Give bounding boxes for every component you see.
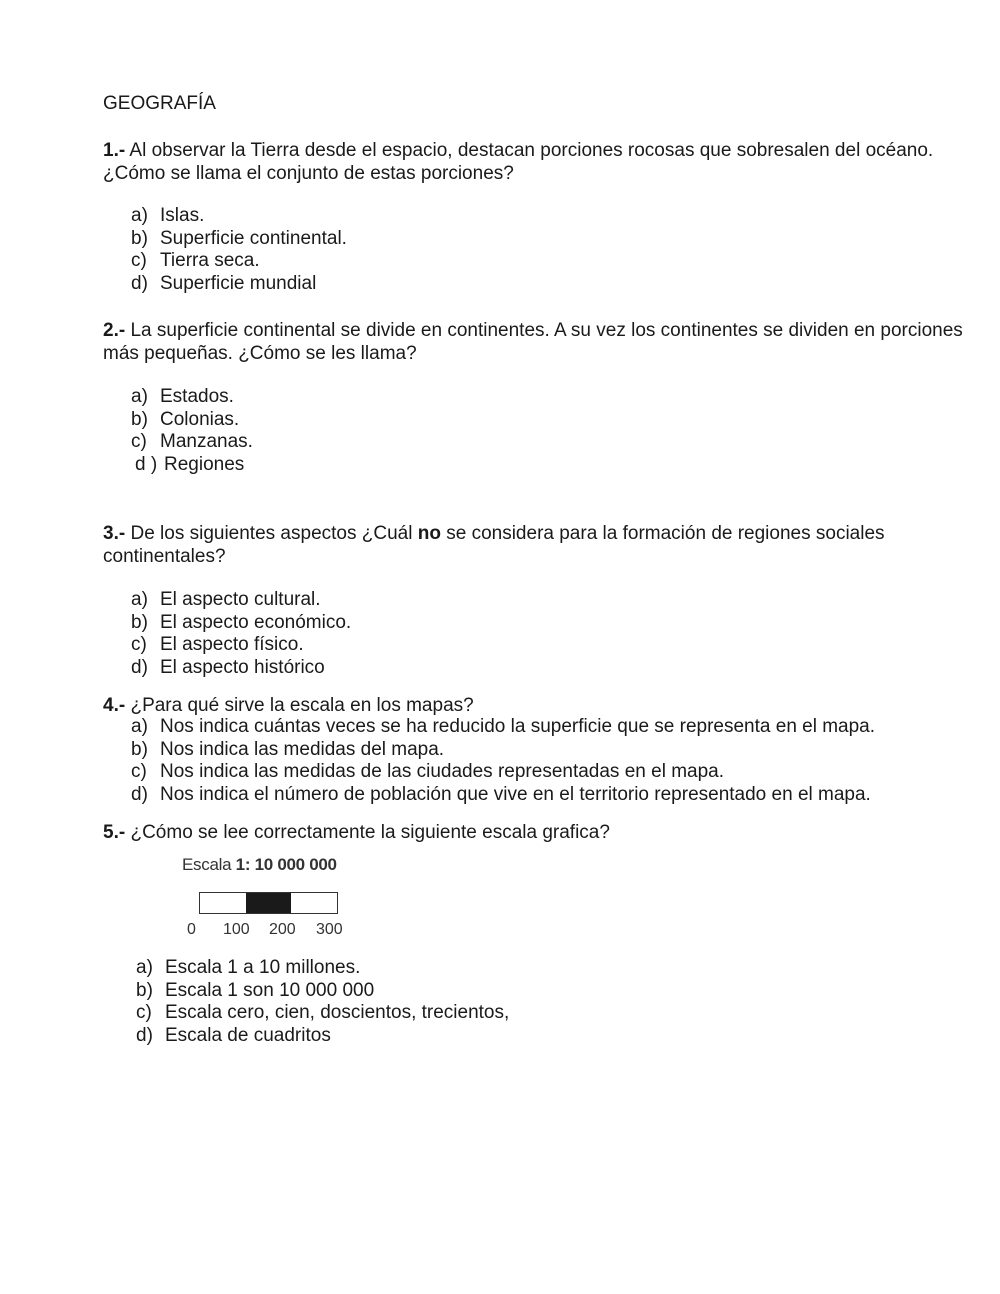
option-letter: b) — [131, 611, 148, 633]
scale-tick-200: 200 — [269, 921, 296, 938]
question-emphasis: no — [417, 523, 441, 544]
question-5 — [103, 821, 610, 844]
option-d[interactable] — [131, 273, 347, 296]
question-number: 4.- — [103, 695, 126, 716]
option-text: El aspecto económico. — [160, 611, 352, 633]
scale-bar — [199, 892, 338, 914]
option-letter: c) — [131, 431, 147, 453]
scale-label: Escala — [182, 855, 232, 874]
option-c[interactable] — [131, 431, 253, 454]
question-1 — [103, 139, 983, 185]
option-letter: c) — [131, 761, 147, 783]
option-b[interactable] — [131, 739, 875, 762]
option-b[interactable] — [131, 612, 351, 635]
option-d[interactable] — [136, 1025, 509, 1048]
question-number: 5.- — [103, 822, 126, 843]
question-text: ¿Cómo se lee correctamente la siguiente escala grafica? — [125, 822, 610, 843]
option-a[interactable] — [131, 205, 347, 228]
option-text: Estados. — [160, 386, 234, 407]
option-letter: b) — [131, 738, 148, 760]
option-letter: a) — [131, 205, 148, 226]
option-a[interactable] — [131, 589, 351, 612]
option-text: Escala 1 son 10 000 000 — [165, 979, 375, 1001]
question-text: Al observar la Tierra desde el espacio, destacan porciones rocosas que sobresalen del océano. ¿Cómo se llama el conjunto de estas porciones? — [103, 140, 934, 184]
option-text: Superficie mundial — [160, 273, 317, 295]
option-text: Tierra seca. — [160, 250, 260, 272]
question-number: 1.- — [103, 140, 126, 161]
option-text: El aspecto histórico — [160, 657, 325, 679]
option-letter: d ) — [135, 454, 158, 476]
options-question-3 — [131, 589, 351, 680]
option-text: Nos indica las medidas de las ciudades representadas en el mapa. — [160, 761, 724, 783]
option-letter: a) — [131, 716, 148, 737]
page-title: GEOGRAFÍA — [103, 93, 216, 114]
option-c[interactable] — [136, 1002, 509, 1025]
option-letter: c) — [131, 634, 147, 656]
question-2 — [103, 319, 998, 365]
option-a[interactable] — [136, 957, 509, 980]
question-number: 3.- — [103, 523, 126, 544]
option-letter: d) — [136, 1025, 153, 1047]
option-letter: d) — [131, 657, 148, 679]
scale-segment-1 — [200, 893, 246, 913]
option-c[interactable] — [131, 634, 351, 657]
option-text: Escala de cuadritos — [165, 1025, 331, 1047]
options-question-4 — [131, 716, 875, 807]
options-question-1 — [131, 205, 347, 296]
option-text: Superficie continental. — [160, 227, 347, 249]
question-text: ¿Para qué sirve la escala en los mapas? — [125, 695, 474, 716]
option-letter: b) — [136, 979, 153, 1001]
option-letter: c) — [136, 1002, 152, 1024]
option-text: Escala cero, cien, doscientos, trecientos, — [165, 1002, 510, 1024]
option-c[interactable] — [131, 250, 347, 273]
option-letter: b) — [131, 408, 148, 430]
scale-tick-100: 100 — [223, 921, 250, 938]
option-letter: c) — [131, 250, 147, 272]
option-c[interactable] — [131, 761, 875, 784]
option-text: Nos indica el número de población que vive en el territorio representado en el mapa. — [160, 784, 871, 806]
option-letter: d) — [131, 784, 148, 806]
option-letter: a) — [136, 957, 153, 978]
question-3 — [103, 522, 983, 568]
option-b[interactable] — [136, 980, 509, 1003]
option-text: Escala 1 a 10 millones. — [165, 957, 361, 978]
question-4 — [103, 694, 474, 717]
scale-title — [182, 855, 337, 875]
option-text: Manzanas. — [160, 431, 253, 453]
options-question-5 — [136, 957, 509, 1048]
scale-tick-0: 0 — [187, 921, 196, 938]
option-text: Nos indica las medidas del mapa. — [160, 738, 445, 760]
options-question-2 — [131, 386, 253, 477]
option-text: El aspecto cultural. — [160, 589, 321, 610]
question-text: La superficie continental se divide en continentes. A su vez los continentes se dividen en porciones más pequeñas. ¿Cómo se les llama? — [103, 320, 963, 364]
scale-segment-3 — [291, 893, 337, 913]
option-b[interactable] — [131, 228, 347, 251]
question-text: De los siguientes aspectos ¿Cuál — [125, 523, 418, 544]
option-text: El aspecto físico. — [160, 634, 304, 656]
option-b[interactable] — [131, 409, 253, 432]
option-letter: d) — [131, 273, 148, 295]
option-text: Regiones — [164, 454, 245, 476]
option-d[interactable] — [131, 657, 351, 680]
question-number: 2.- — [103, 320, 126, 341]
option-text: Colonias. — [160, 408, 240, 430]
scale-tick-300: 300 — [316, 921, 343, 938]
scale-segment-2 — [246, 893, 292, 913]
question-text: se considera para la formación de regiones sociales continentales? — [103, 523, 885, 567]
option-text: Islas. — [160, 205, 205, 226]
option-a[interactable] — [131, 716, 875, 739]
option-d[interactable] — [131, 454, 253, 477]
option-letter: a) — [131, 386, 148, 407]
option-d[interactable] — [131, 784, 875, 807]
option-letter: b) — [131, 227, 148, 249]
option-letter: a) — [131, 589, 148, 610]
option-text: Nos indica cuántas veces se ha reducido la superficie que se representa en el mapa. — [160, 716, 876, 737]
graphic-scale-figure — [182, 855, 352, 945]
option-a[interactable] — [131, 386, 253, 409]
scale-ratio: 1: 10 000 000 — [235, 855, 337, 874]
